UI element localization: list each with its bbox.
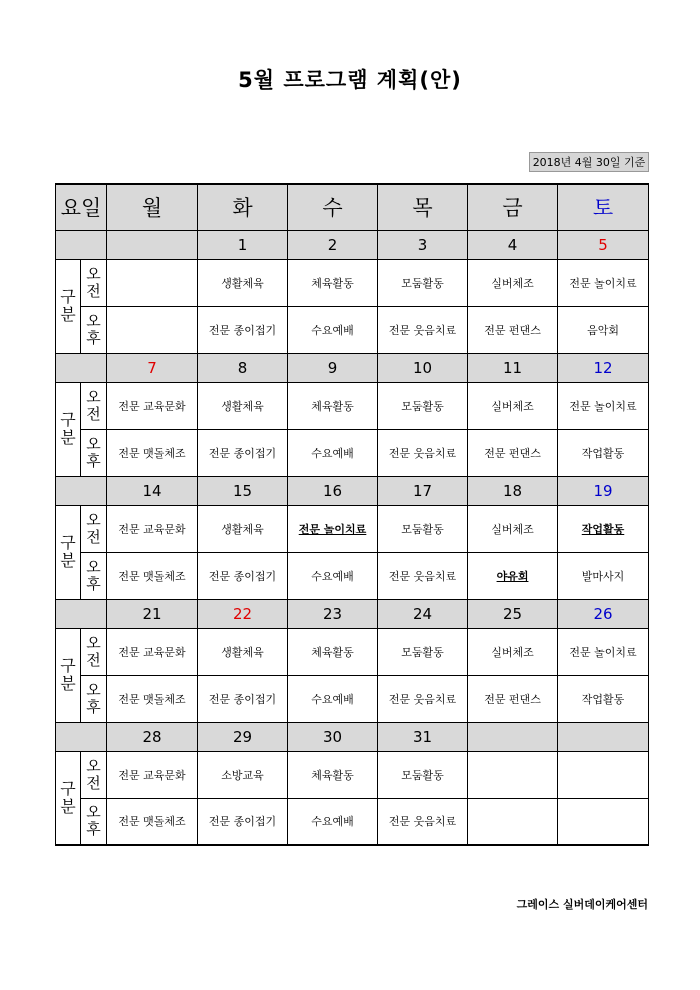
morning-activity-cell: 체육활동 xyxy=(288,628,378,675)
program-calendar-table xyxy=(55,183,649,846)
period-pm-label xyxy=(81,798,107,845)
morning-activity-cell: 생활체육 xyxy=(198,259,288,306)
morning-activity-cell: 전문 놀이치료 xyxy=(558,259,649,306)
morning-activity-cell: 체육활동 xyxy=(288,259,378,306)
morning-activity-cell: 소방교육 xyxy=(198,751,288,798)
afternoon-row xyxy=(56,675,649,722)
date-cell: 7 xyxy=(107,353,198,382)
morning-row xyxy=(56,259,649,306)
afternoon-activity-cell: 발마사지 xyxy=(558,552,649,599)
afternoon-activity-cell xyxy=(468,798,558,845)
date-cell: 23 xyxy=(288,599,378,628)
morning-activity-cell: 모둠활동 xyxy=(378,628,468,675)
afternoon-activity-cell: 전문 웃음치료 xyxy=(378,552,468,599)
period-am-label xyxy=(81,382,107,429)
morning-activity-cell: 전문 교육문화 xyxy=(107,505,198,552)
afternoon-activity-cell: 전문 종이접기 xyxy=(198,429,288,476)
morning-activity-cell: 모둠활동 xyxy=(378,382,468,429)
morning-activity-cell: 체육활동 xyxy=(288,751,378,798)
period-am-text: 오전 xyxy=(86,387,101,423)
afternoon-activity-cell: 야유회 xyxy=(468,552,558,599)
date-row-spacer xyxy=(56,353,107,382)
date-cell: 24 xyxy=(378,599,468,628)
weekday-thu: 목 xyxy=(378,184,468,230)
date-cell: 16 xyxy=(288,476,378,505)
period-pm-label xyxy=(81,306,107,353)
period-pm-label xyxy=(81,552,107,599)
date-cell: 3 xyxy=(378,230,468,259)
gubun-label xyxy=(56,628,81,722)
period-pm-text: 오후 xyxy=(86,680,101,716)
date-cell: 11 xyxy=(468,353,558,382)
period-am-label xyxy=(81,259,107,306)
date-row xyxy=(56,599,649,628)
afternoon-activity-cell: 전문 펀댄스 xyxy=(468,306,558,353)
afternoon-activity-cell: 수요예배 xyxy=(288,552,378,599)
morning-activity-cell: 모둠활동 xyxy=(378,505,468,552)
afternoon-activity-cell: 수요예배 xyxy=(288,429,378,476)
morning-activity-cell: 실버체조 xyxy=(468,259,558,306)
afternoon-activity-cell: 전문 종이접기 xyxy=(198,306,288,353)
period-pm-label xyxy=(81,429,107,476)
afternoon-activity-cell: 전문 맷돌체조 xyxy=(107,675,198,722)
page-title: 5월 프로그램 계획(안) xyxy=(238,68,462,92)
weekday-header-row xyxy=(56,184,649,230)
reference-date: 2018년 4월 30일 기준 xyxy=(529,152,649,172)
morning-activity-cell: 생활체육 xyxy=(198,505,288,552)
date-cell: 5 xyxy=(558,230,649,259)
afternoon-row xyxy=(56,306,649,353)
weekday-wed: 수 xyxy=(288,184,378,230)
period-am-text: 오전 xyxy=(86,633,101,669)
afternoon-activity-cell: 전문 웃음치료 xyxy=(378,429,468,476)
morning-row xyxy=(56,751,649,798)
afternoon-activity-cell: 음악회 xyxy=(558,306,649,353)
period-pm-text: 오후 xyxy=(86,434,101,470)
weekday-fri: 금 xyxy=(468,184,558,230)
gubun-text: 구분 xyxy=(60,656,76,693)
gubun-text: 구분 xyxy=(60,778,76,816)
date-cell: 22 xyxy=(198,599,288,628)
date-row-spacer xyxy=(56,476,107,505)
date-cell: 29 xyxy=(198,722,288,751)
date-cell: 10 xyxy=(378,353,468,382)
afternoon-activity-cell: 전문 맷돌체조 xyxy=(107,429,198,476)
afternoon-row xyxy=(56,552,649,599)
afternoon-activity-cell: 전문 종이접기 xyxy=(198,675,288,722)
morning-activity-cell: 작업활동 xyxy=(558,505,649,552)
period-am-label xyxy=(81,628,107,675)
gubun-text: 구분 xyxy=(60,287,76,324)
center-name-footer: 그레이스 실버데이케어센터 xyxy=(516,898,648,911)
gubun-text: 구분 xyxy=(60,410,76,447)
morning-activity-cell xyxy=(468,751,558,798)
afternoon-activity-cell: 전문 웃음치료 xyxy=(378,675,468,722)
morning-activity-cell: 모둠활동 xyxy=(378,259,468,306)
date-cell: 15 xyxy=(198,476,288,505)
afternoon-activity-cell: 전문 웃음치료 xyxy=(378,306,468,353)
date-cell: 31 xyxy=(378,722,468,751)
morning-activity-cell: 전문 놀이치료 xyxy=(558,382,649,429)
afternoon-activity-cell: 작업활동 xyxy=(558,675,649,722)
afternoon-activity-cell: 전문 펀댄스 xyxy=(468,675,558,722)
afternoon-activity-cell: 전문 펀댄스 xyxy=(468,429,558,476)
afternoon-row xyxy=(56,798,649,845)
date-cell: 26 xyxy=(558,599,649,628)
date-cell: 9 xyxy=(288,353,378,382)
afternoon-activity-cell: 전문 종이접기 xyxy=(198,798,288,845)
morning-row xyxy=(56,628,649,675)
date-cell xyxy=(468,722,558,751)
date-cell: 17 xyxy=(378,476,468,505)
morning-activity-cell: 모둠활동 xyxy=(378,751,468,798)
date-row-spacer xyxy=(56,230,107,259)
morning-activity-cell: 전문 교육문화 xyxy=(107,628,198,675)
weekday-corner-label: 요일 xyxy=(56,184,107,230)
date-cell: 1 xyxy=(198,230,288,259)
weekday-tue: 화 xyxy=(198,184,288,230)
morning-activity-cell: 전문 놀이치료 xyxy=(288,505,378,552)
afternoon-activity-cell: 수요예배 xyxy=(288,306,378,353)
morning-activity-cell xyxy=(107,259,198,306)
period-am-label xyxy=(81,751,107,798)
afternoon-row xyxy=(56,429,649,476)
date-cell: 8 xyxy=(198,353,288,382)
afternoon-activity-cell: 작업활동 xyxy=(558,429,649,476)
gubun-label xyxy=(56,505,81,599)
morning-activity-cell: 체육활동 xyxy=(288,382,378,429)
period-am-text: 오전 xyxy=(86,510,101,546)
afternoon-activity-cell: 수요예배 xyxy=(288,798,378,845)
date-cell: 28 xyxy=(107,722,198,751)
date-cell: 30 xyxy=(288,722,378,751)
period-pm-text: 오후 xyxy=(86,803,101,839)
weekday-mon: 월 xyxy=(107,184,198,230)
date-cell xyxy=(107,230,198,259)
date-cell xyxy=(558,722,649,751)
date-cell: 12 xyxy=(558,353,649,382)
date-row xyxy=(56,476,649,505)
afternoon-activity-cell: 전문 웃음치료 xyxy=(378,798,468,845)
date-row-spacer xyxy=(56,599,107,628)
morning-activity-cell: 전문 놀이치료 xyxy=(558,628,649,675)
date-row xyxy=(56,230,649,259)
date-row xyxy=(56,353,649,382)
morning-activity-cell: 생활체육 xyxy=(198,628,288,675)
weekday-sat: 토 xyxy=(558,184,649,230)
afternoon-activity-cell: 전문 맷돌체조 xyxy=(107,552,198,599)
date-cell: 18 xyxy=(468,476,558,505)
afternoon-activity-cell xyxy=(107,306,198,353)
date-row-spacer xyxy=(56,722,107,751)
date-cell: 4 xyxy=(468,230,558,259)
date-cell: 19 xyxy=(558,476,649,505)
morning-activity-cell: 실버체조 xyxy=(468,628,558,675)
morning-row xyxy=(56,505,649,552)
gubun-label xyxy=(56,382,81,476)
period-pm-text: 오후 xyxy=(86,311,101,347)
date-row xyxy=(56,722,649,751)
date-cell: 25 xyxy=(468,599,558,628)
morning-activity-cell: 실버체조 xyxy=(468,382,558,429)
afternoon-activity-cell: 전문 종이접기 xyxy=(198,552,288,599)
period-pm-text: 오후 xyxy=(86,557,101,593)
morning-activity-cell: 실버체조 xyxy=(468,505,558,552)
period-am-text: 오전 xyxy=(86,756,101,792)
gubun-label xyxy=(56,751,81,845)
date-cell: 14 xyxy=(107,476,198,505)
afternoon-activity-cell: 수요예배 xyxy=(288,675,378,722)
morning-activity-cell xyxy=(558,751,649,798)
morning-activity-cell: 전문 교육문화 xyxy=(107,382,198,429)
period-am-text: 오전 xyxy=(86,264,101,300)
gubun-label xyxy=(56,259,81,353)
date-cell: 21 xyxy=(107,599,198,628)
period-pm-label xyxy=(81,675,107,722)
morning-activity-cell: 전문 교육문화 xyxy=(107,751,198,798)
afternoon-activity-cell xyxy=(558,798,649,845)
date-cell: 2 xyxy=(288,230,378,259)
morning-row xyxy=(56,382,649,429)
morning-activity-cell: 생활체육 xyxy=(198,382,288,429)
period-am-label xyxy=(81,505,107,552)
gubun-text: 구분 xyxy=(60,533,76,570)
afternoon-activity-cell: 전문 맷돌체조 xyxy=(107,798,198,845)
